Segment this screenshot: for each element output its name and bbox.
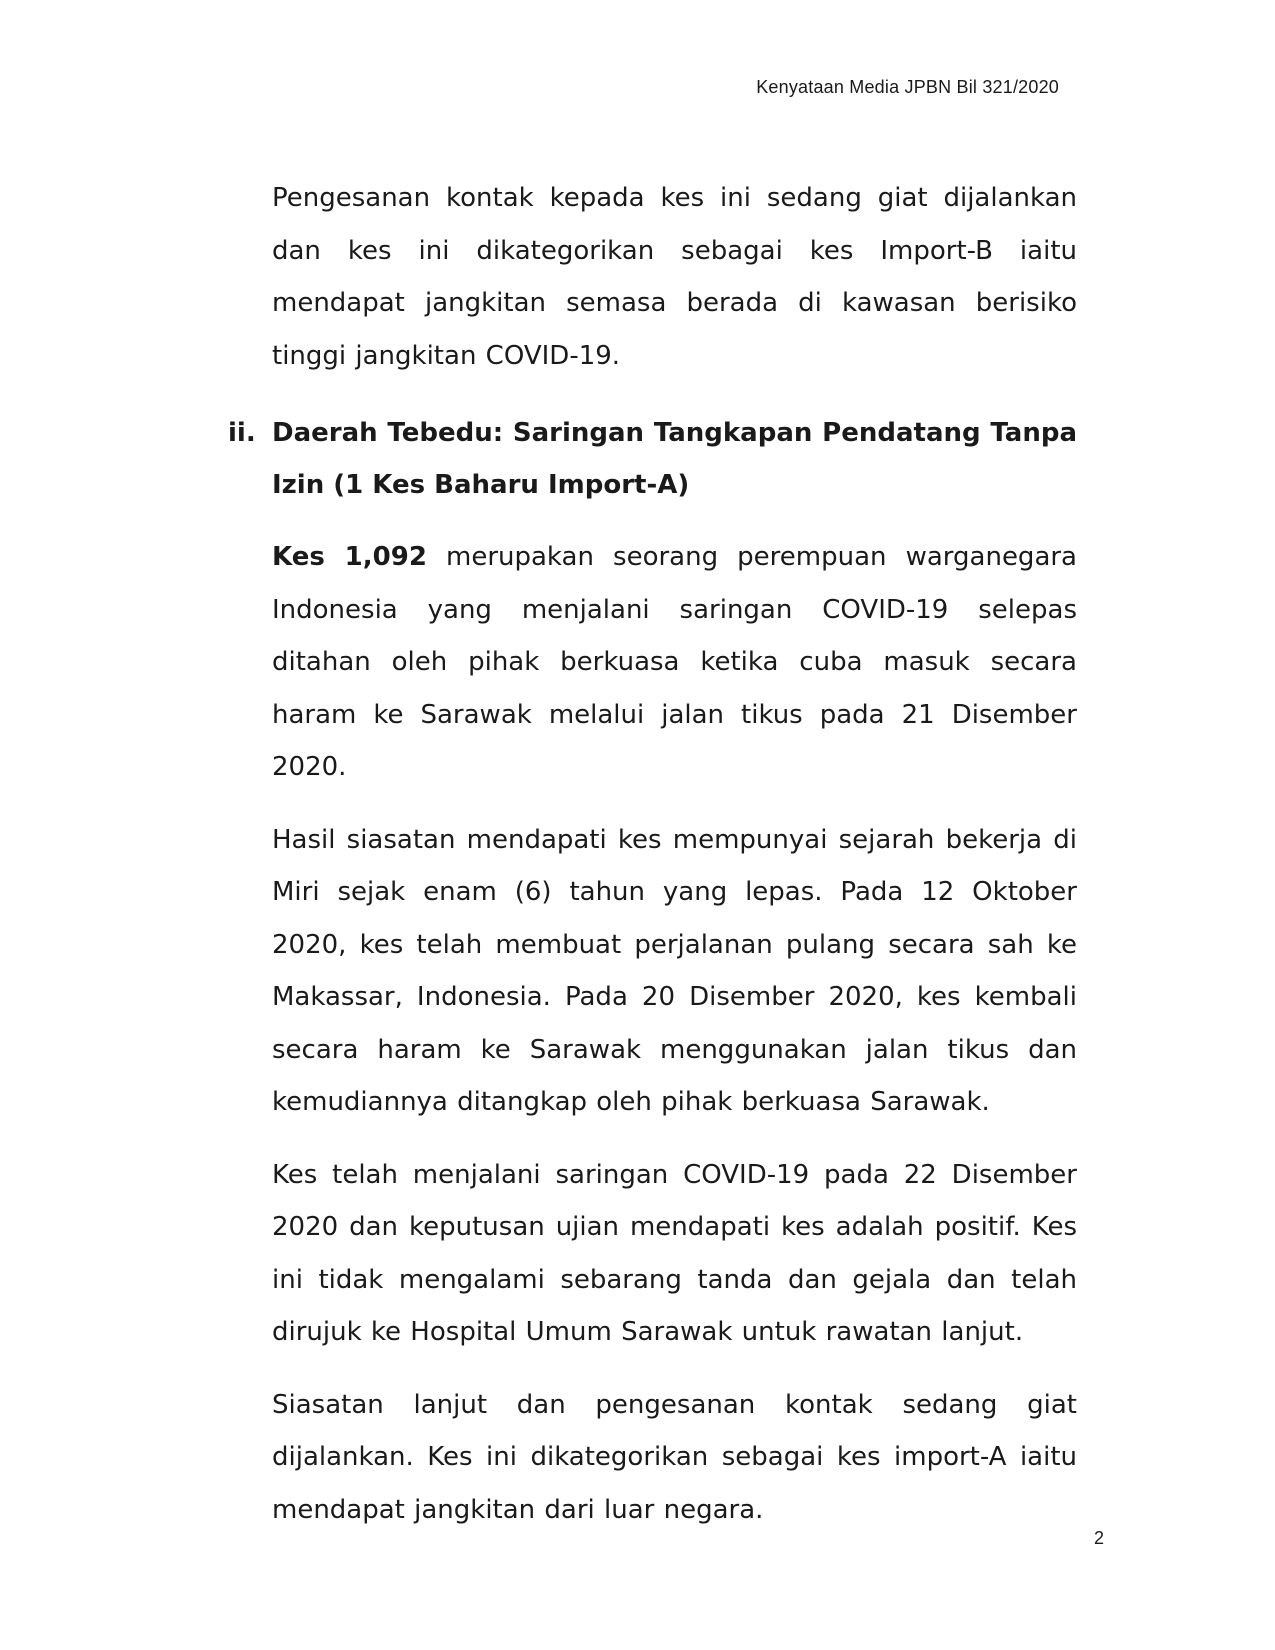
section-title: Daerah Tebedu: Saringan Tangkapan Pendatang Tanpa Izin (1 Kes Baharu Import-A) [272, 418, 1077, 500]
paragraph-screening-result: Kes telah menjalani saringan COVID-19 pada 22 Disember 2020 dan keputusan ujian mendapati kes adalah positif. Kes ini tidak mengalami sebarang tanda dan gejala dan telah dirujuk ke Hospital Umum Sarawak untuk rawatan lanjut. [272, 1159, 1077, 1347]
paragraph-investigation: Hasil siasatan mendapati kes mempunyai sejarah bekerja di Miri sejak enam (6) tahun yang lepas. Pada 12 Oktober 2020, kes telah membuat perjalanan pulang secara sah ke Makassar, Indonesia. Pada 20 Disember 2020, kes kembali secara haram ke Sarawak menggunakan jalan tikus dan kemudiannya ditangkap oleh pihak berkuasa Sarawak. [272, 824, 1077, 1117]
paragraph-contact-tracing: Pengesanan kontak kepada kes ini sedang giat dijalankan dan kes ini dikategorikan sebagai kes Import-B iaitu mendapat jangkitan semasa berada di kawasan berisiko tinggi jangkitan COVID-19. [272, 183, 1077, 371]
paragraph-case-1092 [272, 531, 1077, 794]
paragraph-further-investigation: Siasatan lanjut dan pengesanan kontak sedang giat dijalankan. Kes ini dikategorikan sebagai kes import-A iaitu mendapat jangkitan dari luar negara. [272, 1389, 1077, 1525]
page-number: 2 [1094, 1528, 1105, 1548]
document-body [228, 172, 1077, 1536]
document-reference: Kenyataan Media JPBN Bil 321/2020 [756, 77, 1059, 97]
section-number: ii. [228, 418, 256, 448]
case-number: Kes 1,092 [272, 542, 427, 572]
section-heading [228, 407, 1077, 511]
case-description: merupakan seorang perempuan warganegara Indonesia yang menjalani saringan COVID-19 selepas ditahan oleh pihak berkuasa ketika cuba masuk secara haram ke Sarawak melalui jalan tikus pada 21 Disember 2020. [272, 542, 1077, 782]
